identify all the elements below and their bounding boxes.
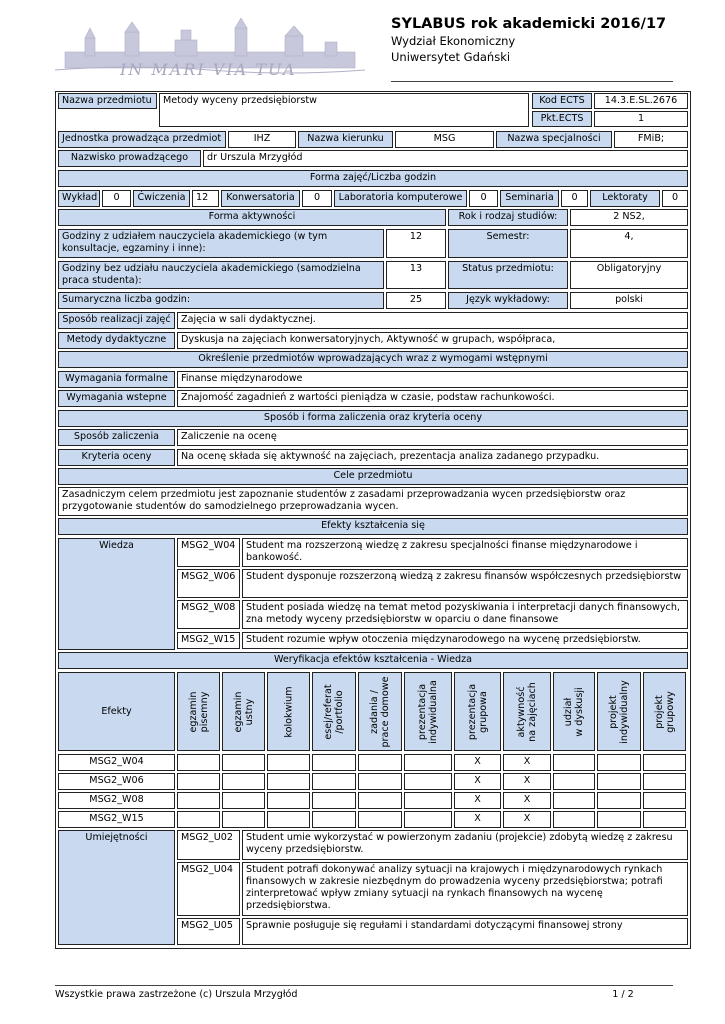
label-unit: Jednostka prowadząca przedmiot bbox=[58, 131, 226, 148]
section-activity: Forma aktywności bbox=[58, 209, 446, 226]
label-total-hours: Sumaryczna liczba godzin: bbox=[58, 292, 384, 309]
section-class-forms: Forma zajęć/Liczba godzin bbox=[58, 170, 688, 187]
teaching-methods: Dyskusja na zajęciach konwersatoryjnych, Aktywność w grupach, współpraca, bbox=[177, 332, 688, 349]
verification-mark bbox=[404, 754, 452, 771]
label-exercises: Ćwiczenia bbox=[133, 190, 190, 207]
skill-text: Sprawnie posługuje się regułami i standardami dotyczącymi finansowej strony bbox=[242, 918, 688, 945]
exercises-hours: 12 bbox=[192, 190, 219, 207]
pass-mode: Zaliczenie na ocenę bbox=[177, 429, 688, 446]
label-delivery-mode: Sposób realizacji zajęć bbox=[58, 312, 175, 329]
verification-mark: X bbox=[454, 754, 501, 771]
section-learning-outcomes: Efekty kształcenia się bbox=[58, 518, 688, 535]
verification-mark bbox=[267, 773, 310, 790]
skill-text: Student potrafi dokonywać analizy sytuacji na krajowych i międzynarodowych rynkach finansowych w zakresie niezbędnym do prowadzenia wyceny przedsiębiorstwa; potrafi zinterpretować wpływ zmiany sytuacji na rynkach finansowych na wycenę przedsiębiorstwa. bbox=[242, 862, 688, 916]
course-name: Metody wyceny przedsiębiorstw bbox=[159, 93, 529, 127]
computer-lab-hours: 0 bbox=[469, 190, 498, 207]
method-header-line: grupowy bbox=[664, 690, 676, 733]
verification-mark bbox=[597, 754, 641, 771]
verification-mark bbox=[358, 811, 402, 828]
verification-row-code: MSG2_W15 bbox=[58, 811, 175, 828]
status: Obligatoryjny bbox=[570, 261, 688, 289]
lecture-hours: 0 bbox=[102, 190, 131, 207]
label-ects-code: Kod ECTS bbox=[532, 93, 592, 109]
label-status: Status przedmiotu: bbox=[448, 261, 568, 289]
method-header bbox=[553, 672, 595, 751]
verification-mark: X bbox=[503, 754, 551, 771]
verification-mark: X bbox=[454, 811, 501, 828]
faculty-name: Wydział Ekonomiczny bbox=[391, 34, 516, 48]
verification-mark bbox=[597, 773, 641, 790]
label-specialty: Nazwa specjalności bbox=[496, 131, 612, 148]
specialty: FMiB; bbox=[614, 131, 688, 148]
method-header bbox=[358, 672, 402, 751]
ects-points: 1 bbox=[594, 111, 688, 127]
method-header bbox=[312, 672, 356, 751]
conversatory-hours: 0 bbox=[302, 190, 332, 207]
verification-mark bbox=[312, 754, 356, 771]
self-study-hours: 13 bbox=[386, 261, 446, 289]
verification-mark bbox=[553, 754, 595, 771]
method-header bbox=[267, 672, 310, 751]
method-header-line: aktywność bbox=[516, 686, 527, 737]
skill-code: MSG2_U05 bbox=[177, 918, 240, 945]
method-header-line: projekt bbox=[653, 694, 665, 729]
verification-mark bbox=[177, 811, 220, 828]
language: polski bbox=[570, 292, 688, 309]
verification-mark bbox=[267, 811, 310, 828]
outcome-code: MSG2_W04 bbox=[177, 538, 240, 567]
verification-mark: X bbox=[454, 792, 501, 809]
verification-mark bbox=[643, 773, 686, 790]
section-assessment: Sposób i forma zaliczenia oraz kryteria oceny bbox=[58, 410, 688, 427]
method-header-line: egzamin bbox=[187, 691, 199, 732]
label-initial-requirements: Wymagania wstepne bbox=[58, 390, 175, 407]
formal-requirements: Finanse międzynarodowe bbox=[177, 371, 688, 388]
verification-mark bbox=[597, 811, 641, 828]
label-pass-mode: Sposób zaliczenia bbox=[58, 429, 175, 446]
verification-mark bbox=[553, 773, 595, 790]
language-classes-hours: 0 bbox=[662, 190, 688, 207]
lecturer: dr Urszula Mrzygłód bbox=[203, 150, 688, 167]
verification-mark bbox=[643, 754, 686, 771]
outcome-text: Student posiada wiedzę na temat metod pozyskiwania i interpretacji danych finansowych, zna metody wyceny przedsiębiorstw w oparciu o dane finansowe bbox=[242, 600, 688, 629]
verification-mark bbox=[553, 792, 595, 809]
verification-mark bbox=[358, 773, 402, 790]
outcome-code: MSG2_W06 bbox=[177, 569, 240, 598]
method-header bbox=[597, 672, 641, 751]
method-header-line: ustny bbox=[243, 698, 255, 725]
label-course-name: Nazwa przedmiotu bbox=[58, 93, 157, 109]
verification-mark bbox=[177, 773, 220, 790]
university-name: Uniwersytet Gdański bbox=[391, 50, 511, 64]
seminars-hours: 0 bbox=[561, 190, 588, 207]
total-hours: 25 bbox=[386, 292, 446, 309]
objectives-text: Zasadniczym celem przedmiotu jest zapoznanie studentów z zasadami przeprowadzania wycen przedsiębiorstw oraz przygotowanie studentów do samodzielnego przeprowadzania wycen. bbox=[58, 487, 688, 516]
method-header-line: prezentacja bbox=[466, 683, 478, 740]
label-contact-hours: Godziny z udziałem nauczyciela akademickiego (w tym konsultacje, egzaminy i inne): bbox=[58, 229, 384, 258]
method-header-line: na zajęciach bbox=[527, 681, 538, 742]
verification-mark bbox=[404, 792, 452, 809]
ects-code: 14.3.E.SL.2676 bbox=[594, 93, 688, 109]
verification-row-code: MSG2_W04 bbox=[58, 754, 175, 771]
label-field: Nazwa kierunku bbox=[298, 131, 393, 148]
skill-code: MSG2_U02 bbox=[177, 830, 240, 860]
method-header bbox=[404, 672, 452, 751]
label-skills: Umiejętności bbox=[58, 830, 175, 945]
method-header bbox=[222, 672, 265, 751]
page-number: 1 / 2 bbox=[612, 989, 634, 1000]
semester: 4, bbox=[570, 229, 688, 258]
label-lecture: Wykład bbox=[58, 190, 100, 207]
outcome-code: MSG2_W15 bbox=[177, 632, 240, 649]
outcome-text: Student rozumie wpływ otoczenia międzynarodowego na wycenę przedsiębiorstw. bbox=[242, 632, 688, 649]
verification-mark bbox=[312, 811, 356, 828]
method-header-line: projekt bbox=[608, 694, 619, 729]
label-language-classes: Lektoraty bbox=[590, 190, 660, 207]
verification-mark bbox=[643, 811, 686, 828]
method-header bbox=[643, 672, 686, 751]
outcome-code: MSG2_W08 bbox=[177, 600, 240, 629]
method-header-line: zadania / bbox=[369, 689, 380, 734]
label-seminars: Seminaria bbox=[500, 190, 559, 207]
verification-mark bbox=[177, 792, 220, 809]
initial-requirements: Znajomość zagadnień z wartości pieniądza w czasie, podstaw rachunkowości. bbox=[177, 390, 688, 407]
unit: IHZ bbox=[228, 131, 296, 148]
verification-mark: X bbox=[503, 792, 551, 809]
label-knowledge: Wiedza bbox=[58, 538, 175, 650]
verification-mark bbox=[267, 792, 310, 809]
outcome-text: Student ma rozszerzoną wiedzę z zakresu specjalności finanse międzynarodowe i bankowość. bbox=[242, 538, 688, 567]
label-semester: Semestr: bbox=[448, 229, 568, 258]
method-header-line: /portfolio bbox=[334, 689, 345, 734]
grading-criteria: Na ocenę składa się aktywność na zajęciach, prezentacja analiza zadanego przypadku. bbox=[177, 449, 688, 466]
verification-mark: X bbox=[454, 773, 501, 790]
method-header-line: esej/referat bbox=[323, 683, 334, 740]
year: 2 NS2, bbox=[570, 209, 688, 226]
method-header bbox=[454, 672, 501, 751]
method-header-line: kolokwium bbox=[283, 685, 294, 738]
label-outcomes bbox=[58, 672, 175, 751]
verification-mark bbox=[222, 811, 265, 828]
verification-mark bbox=[404, 773, 452, 790]
verification-row-code: MSG2_W08 bbox=[58, 792, 175, 809]
header-divider bbox=[391, 81, 673, 82]
label-self-study-hours: Godziny bez udziału nauczyciela akademickiego (samodzielna praca studenta): bbox=[58, 261, 384, 289]
verification-mark bbox=[312, 792, 356, 809]
logo-motto: IN MARI VIA TUA bbox=[120, 60, 297, 79]
verification-mark bbox=[312, 773, 356, 790]
skill-code: MSG2_U04 bbox=[177, 862, 240, 916]
label-teaching-methods: Metody dydaktyczne bbox=[58, 332, 175, 349]
method-header-line: w dyskusji bbox=[574, 686, 585, 737]
field: MSG bbox=[395, 131, 494, 148]
label-conversatory: Konwersatoria bbox=[221, 190, 300, 207]
verification-mark: X bbox=[503, 773, 551, 790]
method-header-line: indywidualny bbox=[619, 679, 630, 744]
method-header-line: prezentacja bbox=[417, 683, 428, 740]
outcome-text: Student dysponuje rozszerzoną wiedzą z zakresu finansów współczesnych przedsiębiorstw bbox=[242, 569, 688, 598]
delivery-mode: Zajęcia w sali dydaktycznej. bbox=[177, 312, 688, 329]
verification-row-code: MSG2_W06 bbox=[58, 773, 175, 790]
label-lecturer: Nazwisko prowadzącego bbox=[58, 150, 201, 167]
verification-mark bbox=[404, 811, 452, 828]
label-ects-points: Pkt.ECTS bbox=[532, 111, 592, 127]
label-year: Rok i rodzaj studiów: bbox=[448, 209, 568, 226]
method-header bbox=[503, 672, 551, 751]
label-language: Język wykładowy: bbox=[448, 292, 568, 309]
verification-mark bbox=[177, 754, 220, 771]
section-objectives: Cele przedmiotu bbox=[58, 468, 688, 485]
method-header-line: egzamin bbox=[232, 691, 244, 732]
method-header bbox=[177, 672, 220, 751]
contact-hours: 12 bbox=[386, 229, 446, 258]
method-header-line: udział bbox=[563, 697, 574, 726]
label-formal-requirements: Wymagania formalne bbox=[58, 371, 175, 388]
section-prerequisites: Określenie przedmiotów wprowadzających wraz z wymogami wstępnymi bbox=[58, 351, 688, 368]
footer-copyright: Wszystkie prawa zastrzeżone (c) Urszula Mrzygłód bbox=[55, 989, 298, 1000]
verification-mark bbox=[222, 773, 265, 790]
footer-divider bbox=[55, 985, 673, 986]
method-header-line: indywidualna bbox=[428, 679, 439, 744]
section-verification: Weryfikacja efektów kształcenia - Wiedza bbox=[58, 652, 688, 669]
verification-mark bbox=[267, 754, 310, 771]
label-outcomes-text: Efekty bbox=[101, 705, 132, 717]
verification-mark bbox=[358, 792, 402, 809]
verification-mark bbox=[222, 754, 265, 771]
label-computer-lab: Laboratoria komputerowe bbox=[334, 190, 467, 207]
verification-mark bbox=[597, 792, 641, 809]
verification-mark bbox=[222, 792, 265, 809]
verification-mark bbox=[358, 754, 402, 771]
label-grading-criteria: Kryteria oceny bbox=[58, 449, 175, 466]
verification-mark bbox=[553, 811, 595, 828]
skill-text: Student umie wykorzystać w powierzonym zadaniu (projekcie) zdobytą wiedzę z zakresu wyceny przedsiębiorstw. bbox=[242, 830, 688, 860]
verification-mark bbox=[643, 792, 686, 809]
method-header-line: prace domowe bbox=[380, 675, 391, 748]
verification-mark: X bbox=[503, 811, 551, 828]
method-header-line: pisemny bbox=[198, 691, 210, 732]
method-header-line: grupowa bbox=[477, 690, 489, 733]
syllabus-title: SYLABUS rok akademicki 2016/17 bbox=[391, 16, 667, 32]
